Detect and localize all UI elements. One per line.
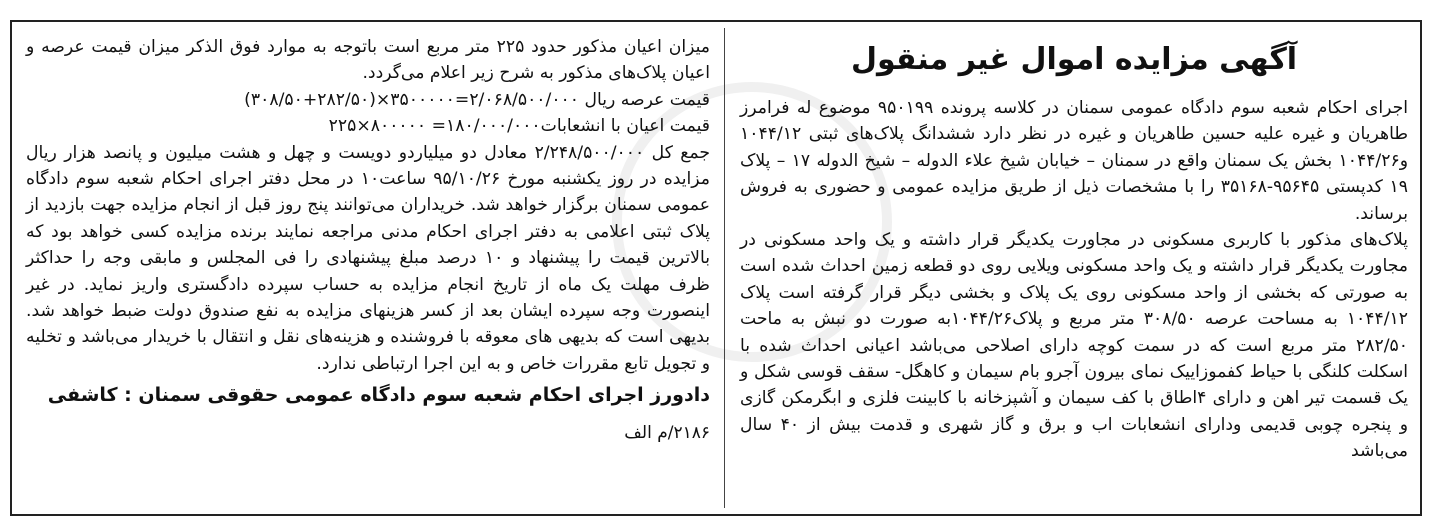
notice-frame xyxy=(10,20,1422,516)
signature-line: دادورز اجرای احکام شعبه سوم دادگاه عمومی حقوقی سمنان : کاشفی xyxy=(47,384,710,407)
property-description-paragraph: پلاک‌های مذکور با کاربری مسکونی در مجاورت یکدیگر قرار داشته و یک واحد مسکونی در مجاورت یکدیگر قرار داشته و یک واحد مسکونی ویلایی روی دو قطعه زمین احداث شده است به صورتی که بخشی از واحد مسکونی روی یک پلاک و بخشی دیگر قرار گرفته است پلاک ۱۰۴۴/۱۲ به مساحت عرصه ۳۰۸/۵۰ متر مربع و پلاک۱۰۴۴/۲۶به صورت دو نبش به ماحت ۲۸۲/۵۰ متر مربع است که در سمت کوچه دارای اصلاحی می‌باشد اعیانی احداث شده با اسکلت کلنگی با حیاط کفموزاییک نمای بیرون آجرو بام سیمان و کاهگل- سقف قوسی شکل و یک قسمت تیر اهن و دارای ۴اطاق با کف سیمان و آشپزخانه با کابینت فلزی و ابگرمکن گازی و پنجره چوبی قدیمی ودارای انشعابات اب و برق و گاز شهری و قدمت بیش از ۴۰ سال می‌باشد xyxy=(740,230,1408,462)
column-divider xyxy=(724,28,725,508)
notice-intro-paragraph: اجرای احکام شعبه سوم دادگاه عمومی سمنان در کلاسه پرونده ۹۵۰۱۹۹ موضوع له فرامرز طاهریان و غیره علیه حسین طاهریان و غیره در نظر دارد ششدانگ پلاک‌های ثبتی ۱۰۴۴/۱۲ و۱۰۴۴/۲۶ بخش یک سمنان واقع در سمنان – خیابان شیخ علاء الدوله – شیخ الدوله ۱۷ – پلاک ۱۹ کدپستی ۹۵۶۴۵-۳۵۱۶۸ را با مشخصات ذیل از طریق مزایده عمومی و حضوری به فروش برساند. xyxy=(740,98,1408,224)
reference-number: ۲۱۸۶/م الف xyxy=(624,423,710,444)
left-column xyxy=(12,22,720,514)
building-price-line: قیمت اعیان با انشعابات۱۸۰/۰۰۰/۰۰۰= ۸۰۰۰۰۰×۲۲۵ xyxy=(328,116,710,137)
land-price-line: قیمت عرصه ریال ۲/۰۶۸/۵۰۰/۰۰۰=۳۵۰۰۰۰۰×(۲۸۲/۵۰+۳۰۸/۵۰) xyxy=(244,89,710,110)
auction-terms-paragraph: جمع کل ۲/۲۴۸/۵۰۰/۰۰۰ معادل دو میلیاردو دویست و چهل و هشت میلیون و پانصد هزار ریال مزایده در روز یکشنبه مورخ ۹۵/۱۰/۲۶ ساعت۱۰ در محل دفتر اجرای احکام شعبه سوم دادگاه عمومی سمنان برگزار خواهد شد. خریداران می‌توانند پنج روز قبل از انجام مزایده جهت بازدید از پلاک ثبتی اعلامی به دفتر اجرای احکام مدنی مراجعه نمایند برنده مزایده کسی خواهد بود که بالاترین قیمت را پیشنهاد و ۱۰ درصد مبلغ پیشنهادی را فی المجلس و مابقی وجه را حداکثر ظرف مهلت یک ماه از تاریخ انجام مزایده به حساب سپرده دادگستری واریز نماید. در غیر اینصورت وجه سپرده ایشان بعد از کسر هزینهای مزایده به نفع صندوق دولت ضبط خواهد شد. بدیهی است که بدیهی های معوقه با فروشنده و هزینه‌های نقل و انتقال با خریدار می‌باشد و تخلیه و تجویل تابع مقررات خاص و به این اجرا ارتباطی ندارد. xyxy=(26,142,710,374)
notice-title: آگهی مزایده اموال غیر منقول xyxy=(850,42,1298,77)
right-column xyxy=(730,22,1420,514)
building-area-paragraph: میزان اعیان مذکور حدود ۲۲۵ متر مربع است باتوجه به موارد فوق الذکر میزان قیمت عرصه و اعیان پلاک‌های مذکور به شرح زیر اعلام می‌گردد. xyxy=(26,37,710,84)
